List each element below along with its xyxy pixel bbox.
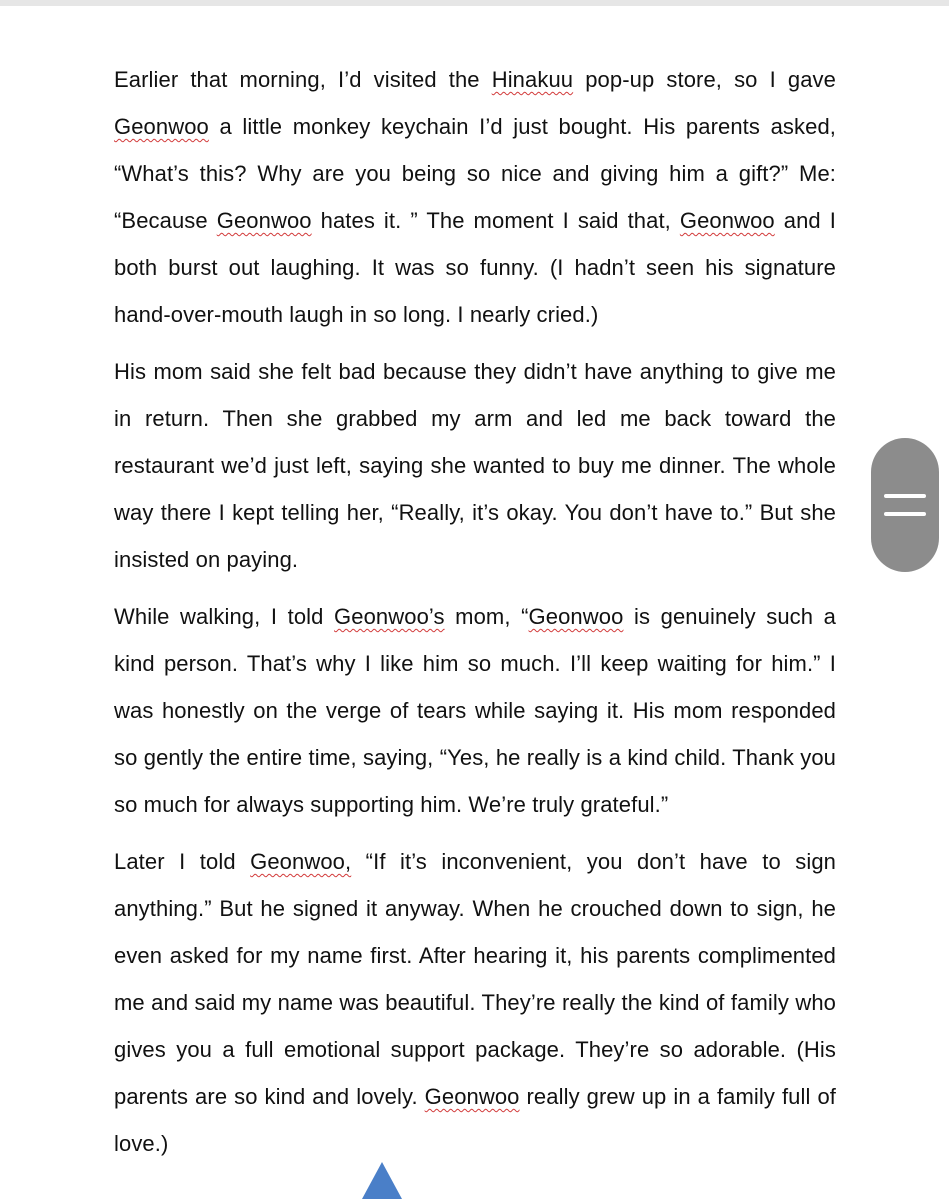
paragraph-4 — [114, 838, 836, 1167]
triangle-up-icon[interactable] — [362, 1162, 402, 1199]
paragraph-2 — [114, 348, 836, 583]
document-body — [114, 56, 836, 1177]
text-run: is genuinely such a kind person. That’s why I like him so much. I’ll keep waiting for him.” I was honestly on the verge of tears while saying it. His mom responded so gently the entire time, saying, “Yes, he really is a kind child. Thank you so much for always supporting him. We’re truly grateful.” — [114, 604, 836, 817]
text-run: a little monkey keychain I’d just bought. His parents asked, “What’s this? Why are you being so nice and giving him a gift?” Me: “Because — [114, 114, 836, 233]
text-run: His mom said she felt bad because they didn’t have anything to give me in return. Then she grabbed my arm and led me back toward the restaurant we’d just left, saying she wanted to buy me dinner. The whole way there I kept telling her, “Really, it’s okay. You don’t have to.” But she insisted on paying. — [114, 359, 836, 572]
misspelled-word[interactable]: Geonwoo’s — [334, 604, 445, 629]
misspelled-word[interactable]: Geonwoo — [679, 208, 775, 233]
scroll-handle[interactable] — [871, 438, 939, 572]
text-run: mom, “ — [444, 604, 529, 629]
drag-handle-icon — [884, 512, 926, 516]
misspelled-word[interactable]: Geonwoo — [528, 604, 624, 629]
paragraph-1 — [114, 56, 836, 338]
text-run: hates it. ” The moment I said that, — [311, 208, 680, 233]
misspelled-word[interactable]: Geonwoo — [216, 208, 312, 233]
page-top-edge — [0, 0, 949, 6]
misspelled-word[interactable]: Geonwoo, — [250, 849, 352, 874]
text-run: pop-up store, so I gave — [573, 67, 836, 92]
text-run: and I both burst out laughing. It was so funny. (I hadn’t seen his signature hand-over-mouth laugh in so long. I nearly cried.) — [114, 208, 836, 327]
misspelled-word[interactable]: Hinakuu — [491, 67, 574, 92]
text-run: Earlier that morning, I’d visited the — [114, 67, 492, 92]
misspelled-word[interactable]: Geonwoo — [424, 1084, 520, 1109]
text-run: really grew up in a family full of love.) — [114, 1084, 837, 1156]
drag-handle-icon — [884, 494, 926, 498]
text-run: Later I told — [114, 849, 251, 874]
text-run: While walking, I told — [114, 604, 335, 629]
text-run: “If it’s inconvenient, you don’t have to sign anything.” But he signed it anyway. When he crouched down to sign, he even asked for my name first. After hearing it, his parents complimented me and said my name was beautiful. They’re really the kind of family who gives you a full emotional support package. They’re so adorable. (His parents are so kind and lovely. — [114, 849, 836, 1109]
misspelled-word[interactable]: Geonwoo — [114, 114, 209, 139]
paragraph-3 — [114, 593, 836, 828]
